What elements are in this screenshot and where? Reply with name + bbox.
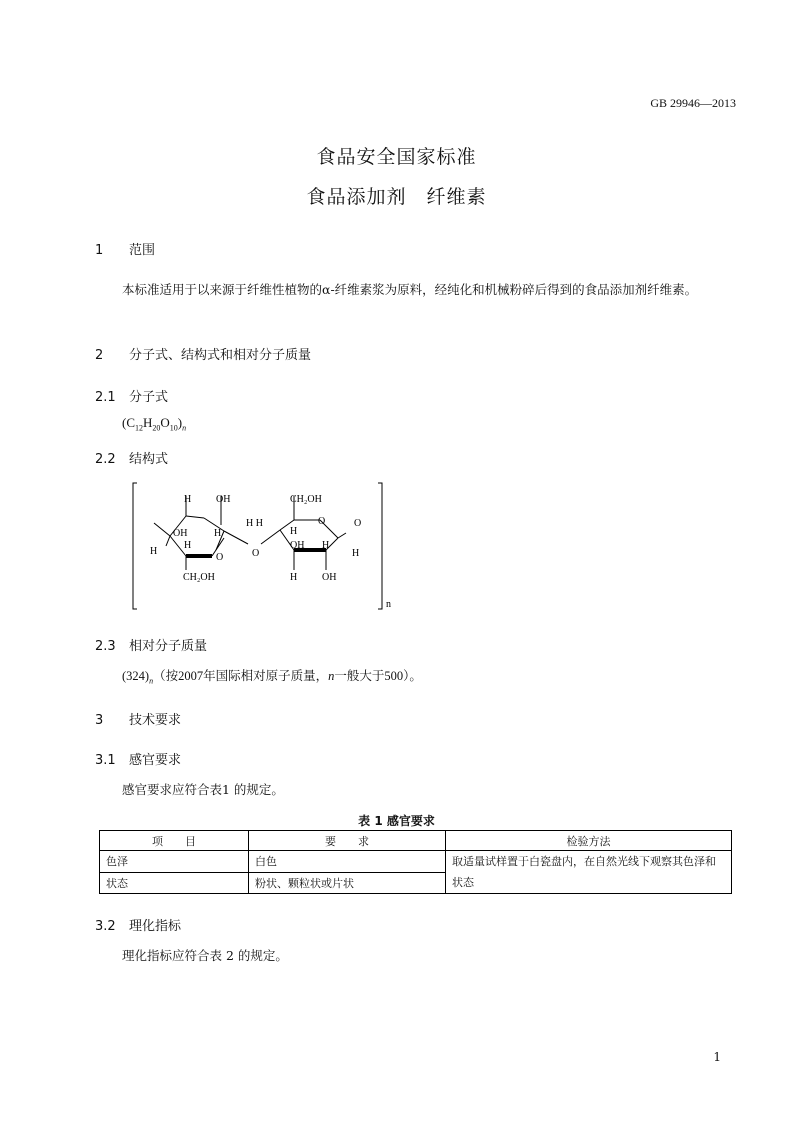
table-cell: 状态 [100, 872, 249, 894]
section-number: 3.1 [95, 753, 116, 768]
structural-formula [128, 478, 403, 618]
svg-text:CH₂OH: CH₂OH [183, 572, 215, 583]
table-header-row [100, 831, 732, 851]
section-2-heading [95, 344, 311, 363]
section-title: 理化指标 [129, 919, 182, 934]
svg-text:H: H [150, 546, 158, 557]
section-title: 相对分子质量 [129, 639, 208, 654]
section-3-heading [95, 709, 181, 728]
table-cell: 粉状、颗粒状或片状 [249, 872, 446, 894]
svg-text:H: H [352, 548, 360, 559]
svg-text:H: H [290, 572, 298, 583]
section-3-1-text: 感官要求应符合表1 的规定。 [122, 782, 284, 797]
section-title: 分子式、结构式和相对分子质量 [129, 348, 312, 363]
section-2-1-heading [95, 386, 168, 405]
svg-text:O: O [318, 516, 326, 527]
svg-text:H: H [184, 494, 192, 505]
section-title: 分子式 [129, 390, 169, 405]
column-header: 项 目 [100, 831, 249, 851]
svg-text:OH: OH [216, 494, 231, 505]
inspection-method-cell: 取适量试样置于白瓷盘内，在自然光线下观察其色泽和状态 [446, 851, 732, 894]
svg-text:H: H [290, 526, 298, 537]
section-2-3-heading [95, 635, 207, 654]
svg-text:O: O [354, 518, 362, 529]
document-title: 食品安全国家标准 [316, 146, 477, 168]
section-title: 结构式 [129, 452, 169, 467]
standard-code: GB 29946—2013 [650, 96, 736, 110]
section-1-text: 本标准适用于以来源于纤维性植物的α-纤维素浆为原料，经纯化和机械粉碎后得到的食品添加剂纤维素。 [122, 282, 698, 297]
svg-text:H H: H H [246, 518, 263, 529]
section-number: 3.2 [95, 919, 116, 934]
svg-text:O: O [252, 548, 260, 559]
section-number: 1 [95, 243, 104, 258]
svg-text:OH: OH [173, 528, 188, 539]
molecular-mass-text: $(324)_n$（按2007年国际相对原子质量，n一般大于500）。 [122, 669, 422, 686]
table-cell: 白色 [249, 851, 446, 873]
section-number: 2.3 [95, 639, 116, 654]
section-number: 2.2 [95, 452, 116, 467]
page-number: 1 [713, 1050, 721, 1064]
svg-text:H: H [322, 540, 330, 551]
svg-text:CH₂OH: CH₂OH [290, 494, 322, 505]
section-title: 技术要求 [129, 713, 182, 728]
section-3-1-heading [95, 749, 181, 768]
section-1-heading [95, 239, 155, 258]
section-3-2-text: 理化指标应符合表 2 的规定。 [122, 948, 288, 963]
svg-text:n: n [386, 599, 391, 610]
sensory-requirements-table [99, 830, 732, 894]
section-number: 2 [95, 348, 104, 363]
section-title: 感官要求 [129, 753, 182, 768]
svg-text:OH: OH [290, 540, 305, 551]
table-1-caption: 表 1 感官要求 [358, 814, 435, 828]
column-header: 检验方法 [446, 831, 732, 851]
section-3-2-heading [95, 915, 181, 934]
document-subtitle: 食品添加剂 纤维素 [306, 186, 487, 208]
section-number: 3 [95, 713, 104, 728]
column-header: 要 求 [249, 831, 446, 851]
table-row [100, 851, 732, 873]
svg-text:H: H [214, 528, 222, 539]
section-2-2-heading [95, 448, 168, 467]
section-number: 2.1 [95, 390, 116, 405]
svg-text:OH: OH [322, 572, 337, 583]
svg-text:H: H [184, 540, 192, 551]
section-title: 范围 [129, 243, 156, 258]
molecular-formula: $(C_{12}H_{20}O_{10})_n$ [122, 415, 187, 433]
svg-text:O: O [216, 552, 224, 563]
table-cell: 色泽 [100, 851, 249, 873]
